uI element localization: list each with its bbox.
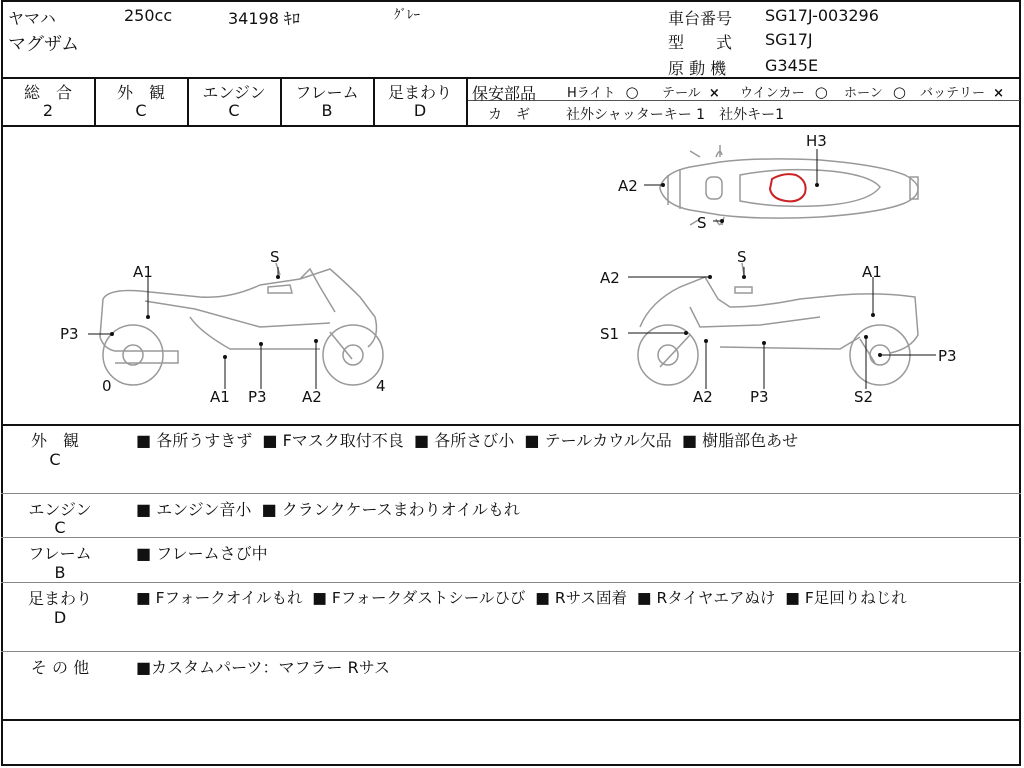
divider xyxy=(1,651,1021,652)
safety-item-battery xyxy=(920,82,1004,101)
remark-frame-label: フレーム xyxy=(28,544,92,563)
motorcycle-diagram xyxy=(0,127,1020,423)
divider xyxy=(1,582,1021,583)
remark-engine-label: エンジン xyxy=(28,500,92,519)
label-p3: P3 xyxy=(60,325,79,343)
type-value: SG17J xyxy=(765,30,813,49)
divider xyxy=(1,424,1021,426)
safety-item-name: Hライト xyxy=(567,86,616,101)
safety-item-mark: ○ xyxy=(625,83,639,101)
safety-item-name: ホーン xyxy=(844,86,883,101)
grade-suspension-value: D xyxy=(413,101,427,120)
label-p3: P3 xyxy=(248,388,267,406)
grade-exterior-value: C xyxy=(135,101,147,120)
label-a1: A1 xyxy=(210,388,230,406)
chassis-label: 車台番号 xyxy=(668,9,733,28)
remark-suspension-label: 足まわり xyxy=(27,589,92,608)
safety-item-horn xyxy=(844,82,906,101)
label-4: 4 xyxy=(376,377,386,395)
remark-item: Fフォークダストシールひび xyxy=(331,589,526,607)
remark-item: フレームさび中 xyxy=(156,544,268,563)
label-s: S xyxy=(270,248,280,266)
type-label: 型 式 xyxy=(668,33,733,52)
remark-item: 樹脂部色あせ xyxy=(702,431,799,450)
grade-suspension-label: 足まわり xyxy=(387,83,452,102)
label-a2: A2 xyxy=(618,177,638,195)
top-view-leaders xyxy=(644,149,817,221)
safety-item-mark: × xyxy=(993,86,1005,101)
chassis-value: SG17J-003296 xyxy=(765,6,879,25)
engine-model-label: 原 動 機 xyxy=(668,59,727,78)
label-0: 0 xyxy=(102,377,112,395)
safety-item-mark: ○ xyxy=(814,83,828,101)
label-h3: H3 xyxy=(806,132,827,150)
label-a2: A2 xyxy=(693,388,713,406)
label-a2: A2 xyxy=(302,388,322,406)
safety-item-name: ウインカー xyxy=(740,86,805,101)
safety-item-mark: ○ xyxy=(892,83,906,101)
safety-item-winker xyxy=(740,82,828,101)
safety-item-name: バッテリー xyxy=(920,86,986,101)
label-a2: A2 xyxy=(600,269,620,287)
remark-item: エンジン音小 xyxy=(156,500,252,519)
remark-suspension-grade: D xyxy=(53,608,67,627)
right-view-sketch xyxy=(638,263,918,385)
label-p3: P3 xyxy=(750,388,769,406)
remark-exterior-grade: C xyxy=(49,450,61,469)
remark-item: カスタムパーツ：マフラー Rサス xyxy=(151,658,391,677)
remark-frame-grade: B xyxy=(54,563,66,582)
divider xyxy=(1,493,1021,494)
remark-other-label: そ の 他 xyxy=(30,658,90,677)
grade-engine-value: C xyxy=(228,101,240,120)
label-s: S xyxy=(737,248,747,266)
key-label: カ ギ xyxy=(488,107,530,123)
right-view-leaders xyxy=(628,267,936,389)
divider xyxy=(1,537,1021,538)
grade-exterior-label: 外 観 xyxy=(116,83,165,102)
remark-suspension-items: ■ Fフォークオイルもれ ■ Fフォークダストシールひび ■ Rサス固着 ■ Rタイヤエアぬけ ■ F足回りねじれ xyxy=(136,589,907,607)
mileage: 34198 ｷﾛ xyxy=(228,9,300,28)
left-view-sketch xyxy=(100,263,383,385)
grade-engine-label: エンジン xyxy=(202,83,266,102)
divider xyxy=(1,719,1021,721)
grade-overall-value: 2 xyxy=(42,101,54,120)
label-p3: P3 xyxy=(938,347,957,365)
remark-exterior-items: ■ 各所うすきず ■ Fマスク取付不良 ■ 各所さび小 ■ テールカウル欠品 ■ 樹脂部色あせ xyxy=(136,431,799,450)
safety-item-headlight xyxy=(567,82,639,101)
remark-item: 各所うすきず xyxy=(156,431,253,450)
model-name: マグザム xyxy=(8,34,80,55)
remark-item: 各所さび小 xyxy=(434,431,515,450)
label-s2: S2 xyxy=(854,388,874,406)
grade-frame-value: B xyxy=(321,101,333,120)
label-s: S xyxy=(697,214,707,232)
label-s1: S1 xyxy=(600,325,620,343)
safety-item-name: テール xyxy=(662,86,701,101)
displacement: 250cc xyxy=(124,6,173,25)
safety-label: 保安部品 xyxy=(472,84,537,103)
safety-item-tail xyxy=(662,82,720,101)
remark-exterior-label: 外 観 xyxy=(30,431,79,450)
remark-other-items: ■カスタムパーツ：マフラー Rサス xyxy=(136,658,391,677)
remark-frame-items: ■ フレームさび中 xyxy=(136,544,268,563)
grade-overall-label: 総 合 xyxy=(23,83,72,102)
top-view-sketch xyxy=(660,145,918,225)
maker: ヤマハ xyxy=(8,9,56,28)
remark-item: テールカウル欠品 xyxy=(544,431,672,450)
engine-model-value: G345E xyxy=(765,56,819,75)
remark-item: Fフォークオイルもれ xyxy=(155,589,303,607)
body-color: ｸﾞﾚｰ xyxy=(394,8,420,23)
remark-item: Fマスク取付不良 xyxy=(282,431,404,450)
remark-item: F足回りねじれ xyxy=(804,589,907,607)
label-a1: A1 xyxy=(133,263,153,281)
key-value: 社外シャッターキー 1 社外キー1 xyxy=(566,107,784,123)
safety-item-mark: × xyxy=(708,86,720,101)
label-a1: A1 xyxy=(862,263,882,281)
remark-item: Rタイヤエアぬけ xyxy=(656,589,776,607)
remark-engine-items: ■ エンジン音小 ■ クランクケースまわりオイルもれ xyxy=(136,500,520,519)
remark-engine-grade: C xyxy=(54,518,66,537)
divider xyxy=(466,77,468,125)
divider xyxy=(1,77,1021,79)
remark-item: Rサス固着 xyxy=(554,589,628,607)
remark-item: クランクケースまわりオイルもれ xyxy=(281,500,520,519)
grade-frame-label: フレーム xyxy=(295,83,359,102)
damage-marker-h3 xyxy=(770,174,806,201)
